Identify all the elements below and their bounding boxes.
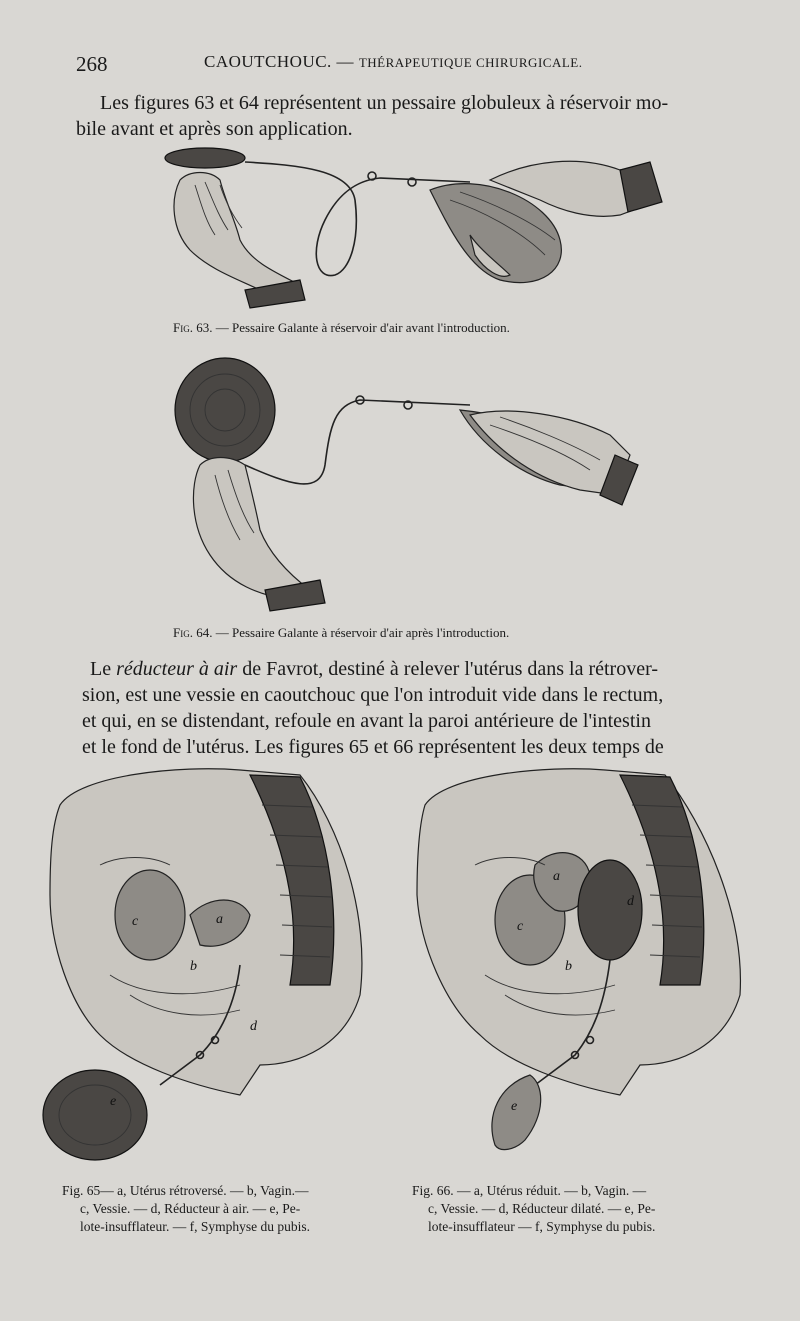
running-title-section: THÉRAPEUTIQUE CHIRURGICALE. <box>358 55 583 70</box>
label-c: c <box>132 914 139 929</box>
figure-65-caption <box>62 1182 392 1236</box>
caption-line: c, Vessie. — d, Réducteur dilaté. — e, Pe- <box>428 1201 656 1216</box>
caption-line: Fig. 65— a, Utérus rétroversé. — b, Vagin.— <box>62 1183 309 1198</box>
text-line: sion, est une vessie en caoutchouc que l'on introduit vide dans le rectum, <box>82 684 664 706</box>
figure-number: Fig. 64. <box>173 625 213 640</box>
figure-63-caption <box>173 320 510 336</box>
label-a: a <box>553 869 560 884</box>
caption-line: c, Vessie. — d, Réducteur à air. — e, Pe- <box>80 1201 301 1216</box>
bladder <box>115 870 185 960</box>
label-b: b <box>190 959 197 974</box>
running-title <box>204 52 582 72</box>
text-line: et le fond de l'utérus. Les figures 65 et 66 représentent les deux temps de <box>82 736 664 758</box>
paragraph-intro <box>76 90 740 142</box>
paragraph-reducteur <box>82 656 738 760</box>
text-line: bile avant et après son application. <box>76 118 353 140</box>
label-c: c <box>517 919 524 934</box>
label-b: b <box>565 959 572 974</box>
caption-text: — Pessaire Galante à réservoir d'air après l'introduction. <box>212 625 510 640</box>
dilated-reducer <box>578 860 642 960</box>
flat-pessary <box>165 148 245 168</box>
running-title-main: CAOUTCHOUC. — <box>204 52 355 71</box>
left-hand <box>174 173 300 301</box>
figure-64-illustration <box>170 355 650 620</box>
air-tube <box>245 162 470 276</box>
caption-line: lote-insufflateur. — f, Symphyse du pubis. <box>80 1219 310 1234</box>
text-line: Les figures 63 et 64 représentent un pessaire globuleux à réservoir mo- <box>100 92 669 114</box>
caption-text: — Pessaire Galante à réservoir d'air avant l'introduction. <box>212 320 510 335</box>
label-e: e <box>511 1099 518 1114</box>
figure-66-illustration <box>405 765 755 1155</box>
text-line: et qui, en se distendant, refoule en avant la paroi antérieure de l'intestin <box>82 710 651 732</box>
figure-64-caption <box>173 625 509 641</box>
figure-66-caption <box>412 1182 742 1236</box>
figure-63-illustration <box>150 140 670 320</box>
caption-line: lote-insufflateur — f, Symphyse du pubis. <box>428 1219 656 1234</box>
caption-line: Fig. 66. — a, Utérus réduit. — b, Vagin. — <box>412 1183 647 1198</box>
label-d: d <box>250 1019 257 1034</box>
figure-65-illustration <box>40 765 390 1175</box>
page-number: 268 <box>76 52 108 76</box>
text-line: Le réducteur à air de Favrot, destiné à relever l'utérus dans la rétrover- <box>90 658 658 680</box>
label-a: a <box>216 912 223 927</box>
air-tube <box>245 400 470 484</box>
italic-term: réducteur à air <box>116 658 238 680</box>
figure-number: Fig. 63. <box>173 320 213 335</box>
label-e: e <box>110 1094 117 1109</box>
label-d: d <box>627 894 634 909</box>
page-header <box>76 52 736 80</box>
